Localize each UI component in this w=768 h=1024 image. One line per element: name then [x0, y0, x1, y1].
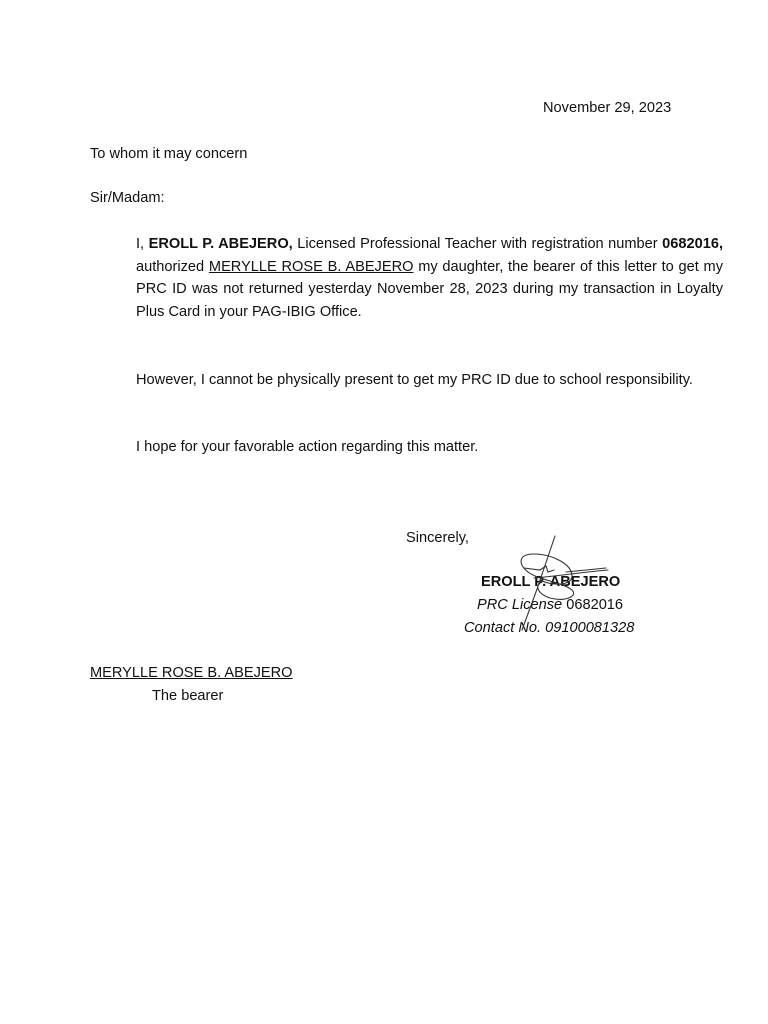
- bearer-role: The bearer: [152, 688, 224, 704]
- para1-text-a: Licensed Professional Teacher with registration number: [292, 236, 663, 252]
- bearer-name-inline: MERYLLE ROSE B. ABEJERO: [208, 258, 414, 275]
- paragraph-authorization: [90, 233, 723, 323]
- closing-sincerely: Sincerely,: [406, 530, 469, 546]
- paragraph-absence: However, I cannot be physically present to get my PRC ID due to school responsibility.: [136, 372, 693, 388]
- license-number: 0682016: [562, 597, 624, 613]
- handwritten-signature: [488, 532, 628, 632]
- signatory-name: EROLL P. ABEJERO: [481, 574, 621, 590]
- salutation-sir-madam: Sir/Madam:: [90, 190, 165, 206]
- license-label: PRC License: [477, 597, 563, 613]
- letter-date: November 29, 2023: [543, 100, 672, 116]
- para1-text-b: authorized: [136, 258, 209, 275]
- registration-number: 0682016,: [662, 236, 723, 252]
- bearer-name: MERYLLE ROSE B. ABEJERO: [90, 665, 293, 681]
- paragraph-request: I hope for your favorable action regarding this matter.: [136, 439, 479, 455]
- writer-name: EROLL P. ABEJERO,: [148, 236, 293, 252]
- para1-text-c: my daughter, the bearer of this letter to get my PRC ID was not returned yesterday November 28, 2023 during my transaction in Loyalty Plus Card in your PAG-IBIG Office.: [136, 258, 723, 320]
- signatory-contact: Contact No. 09100081328: [464, 620, 635, 636]
- salutation-to-whom: To whom it may concern: [90, 146, 248, 162]
- para1-prefix: I,: [136, 236, 149, 252]
